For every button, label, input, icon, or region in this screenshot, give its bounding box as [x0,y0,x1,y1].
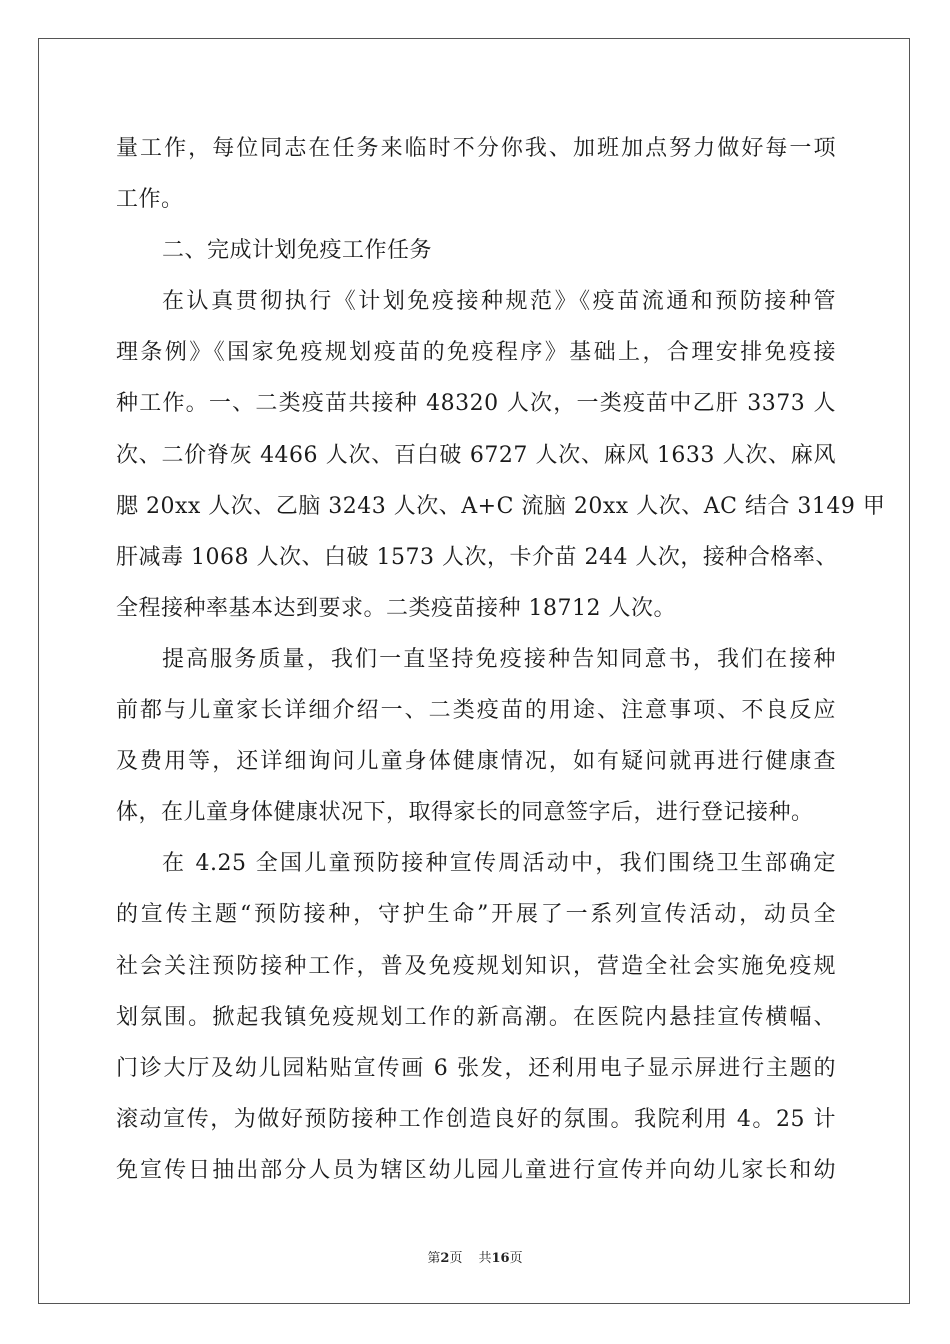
text-line: 种工作。一、二类疫苗共接种 48320 人次，一类疫苗中乙肝 3373 人 [116,391,836,417]
text-line: 及费用等，还详细询问儿童身体健康情况，如有疑问就再进行健康查 [116,749,836,775]
text-line: 的宣传主题“预防接种，守护生命”开展了一系列宣传活动，动员全 [116,902,836,928]
text-line: 工作。 [116,187,184,213]
text-line: 提高服务质量，我们一直坚持免疫接种告知同意书，我们在接种 [162,646,836,672]
page-footer [0,1247,950,1266]
text-line: 肝减毒 1068 人次、白破 1573 人次，卡介苗 244 人次，接种合格率、 [116,544,838,570]
text-line: 在 4.25 全国儿童预防接种宣传周活动中，我们围绕卫生部确定 [162,851,836,877]
page-indicator: 第2页 [427,1251,463,1266]
total-page-count: 16 [491,1251,510,1266]
text-line: 划氛围。掀起我镇免疫规划工作的新高潮。在医院内悬挂宣传横幅、 [116,1004,836,1030]
total-pages-indicator: 共16页 [478,1251,523,1266]
text-line: 门诊大厅及幼儿园粘贴宣传画 6 张发，还利用电子显示屏进行主题的 [116,1055,836,1081]
text-line: 二、完成计划免疫工作任务 [162,238,433,264]
text-line: 在认真贯彻执行《计划免疫接种规范》《疫苗流通和预防接种管 [162,289,836,315]
text-line: 全程接种率基本达到要求。二类疫苗接种 18712 人次。 [116,595,676,621]
text-line: 体，在儿童身体健康状况下，取得家长的同意签字后，进行登记接种。 [116,800,814,826]
document-body [116,123,886,1196]
current-page-number: 2 [440,1251,450,1266]
text-line: 腮 20xx 人次、乙脑 3243 人次、A+C 流脑 20xx 人次、AC 结合 3149 甲 [116,493,886,519]
text-line: 量工作，每位同志在任务来临时不分你我、加班加点努力做好每一项 [116,136,836,161]
text-line: 社会关注预防接种工作，普及免疫规划知识，营造全社会实施免疫规 [116,953,836,979]
text-line: 理条例》《国家免疫规划疫苗的免疫程序》基础上，合理安排免疫接 [116,340,836,366]
text-line: 滚动宣传，为做好预防接种工作创造良好的氛围。我院利用 4。25 计 [116,1106,836,1132]
text-line: 免宣传日抽出部分人员为辖区幼儿园儿童进行宣传并向幼儿家长和幼 [116,1157,836,1183]
text-line: 前都与儿童家长详细介绍一、二类疫苗的用途、注意事项、不良反应 [116,698,836,724]
text-line: 次、二价脊灰 4466 人次、百白破 6727 人次、麻风 1633 人次、麻风 [116,442,836,468]
